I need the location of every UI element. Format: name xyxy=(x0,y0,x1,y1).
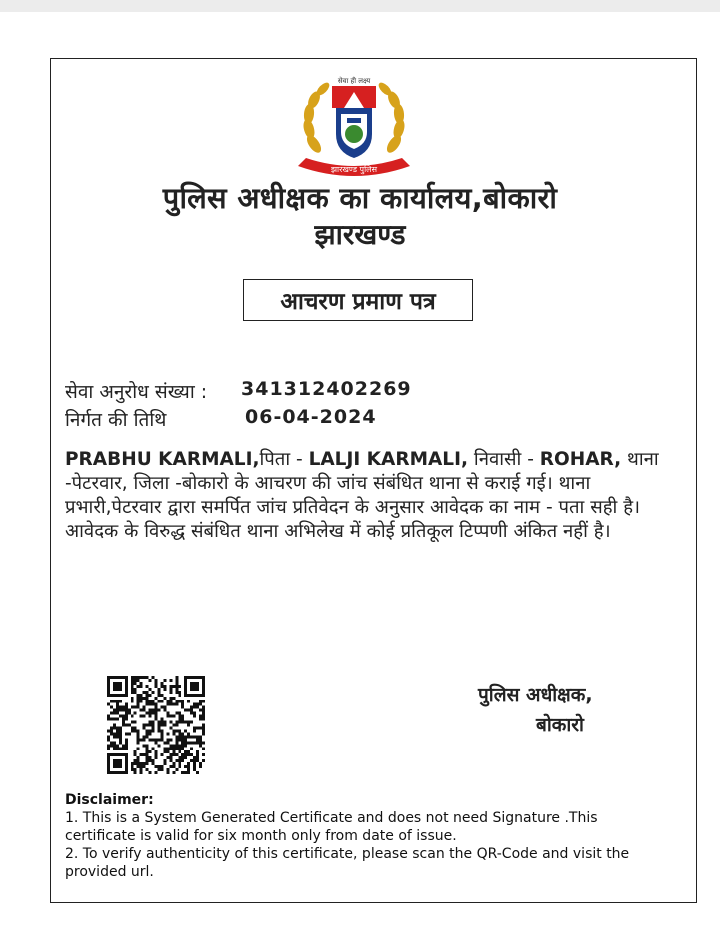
issue-date-row xyxy=(65,406,377,432)
disclaimer xyxy=(65,791,665,881)
viewer-top-bar xyxy=(0,0,720,12)
emblem-motto: सेवा ही लक्ष्य xyxy=(337,77,371,85)
request-number-row xyxy=(65,378,412,404)
request-number-label: सेवा अनुरोध संख्या : xyxy=(65,381,208,403)
request-number-value: 341312402269 xyxy=(241,378,412,400)
body-statement: थाना -पेटरवार, जिला -बोकारो के आचरण की जांच संबंधित थाना से कराई गई। थाना प्रभारी,पेटरवार द्वारा समर्पित जांच प्रतिवेदन के अनुसार आवेदक का नाम - पता सही है। आवेदक के विरुद्ध संबंधित थाना अभिलेख में कोई प्रतिकूल टिप्पणी अंकित नहीं है। xyxy=(65,449,659,542)
office-title: पुलिस अधीक्षक का कार्यालय,बोकारो xyxy=(162,181,558,215)
disclaimer-line-2: 2. To verify authenticity of this certificate, please scan the QR-Code and visit the provided url. xyxy=(65,846,630,880)
certificate-title: आचरण प्रमाण पत्र xyxy=(243,279,473,321)
signatory-title: पुलिस अधीक्षक, xyxy=(478,684,593,706)
applicant-name: PRABHU KARMALI, xyxy=(65,449,260,470)
emblem-ribbon-text: झारखण्ड पुलिस xyxy=(330,165,378,174)
signature-block xyxy=(478,680,593,740)
disclaimer-heading: Disclaimer: xyxy=(65,792,154,808)
issue-date-value: 06-04-2024 xyxy=(245,406,377,428)
issue-date-label: निर्गत की तिथि xyxy=(65,409,167,431)
jharkhand-police-emblem xyxy=(292,74,416,182)
village-name: ROHAR, xyxy=(539,449,622,470)
certificate-body xyxy=(65,448,677,544)
father-label: पिता - xyxy=(259,449,309,470)
qr-code[interactable] xyxy=(107,676,205,774)
disclaimer-line-1: 1. This is a System Generated Certificate and does not need Signature .This certificate is valid for six month only from date of issue. xyxy=(65,810,598,844)
signatory-place: बोकारो xyxy=(536,714,584,736)
resident-label: निवासी - xyxy=(468,449,540,470)
father-name: LALJI KARMALI, xyxy=(308,449,469,470)
office-state: झारखण्ड xyxy=(314,218,406,251)
